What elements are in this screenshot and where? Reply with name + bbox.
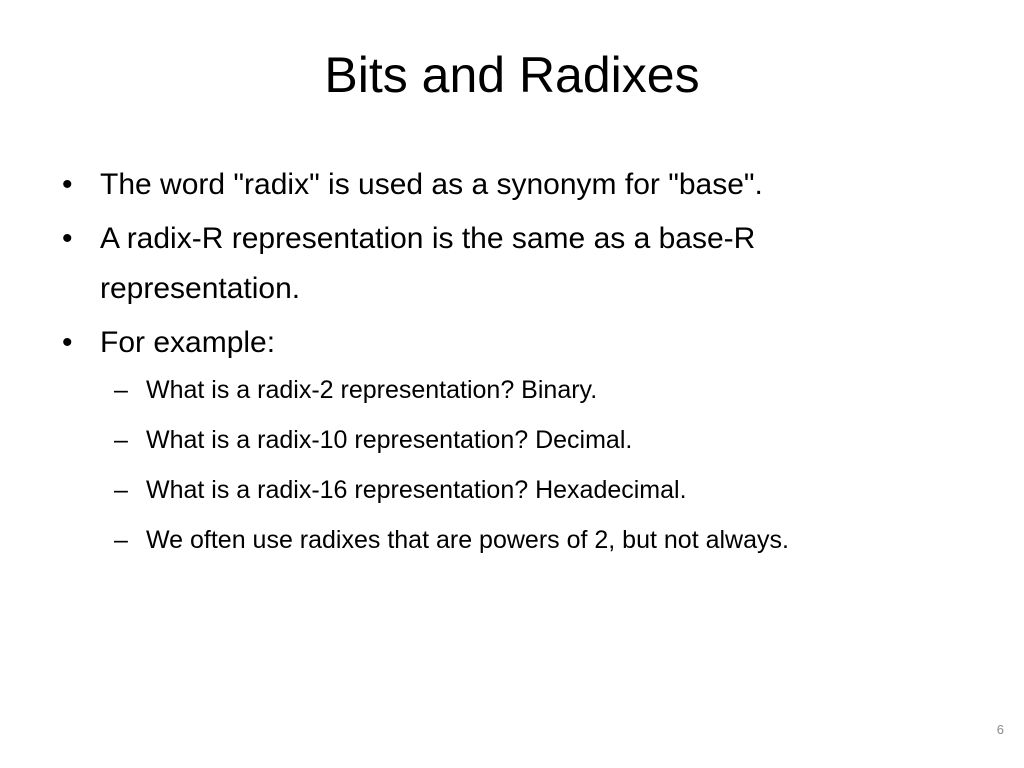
- slide-title: Bits and Radixes: [324, 47, 700, 103]
- bullet-marker: •: [62, 326, 73, 359]
- sub-bullet-marker: –: [114, 526, 128, 554]
- sub-bullet-text: We often use radixes that are powers of 2, but not always.: [146, 526, 789, 554]
- sub-bullet-text: What is a radix-16 representation? Hexadecimal.: [146, 476, 687, 504]
- sub-bullet-marker: –: [114, 476, 128, 504]
- sub-bullet-marker: –: [114, 426, 128, 454]
- sub-bullet-text: What is a radix-10 representation? Decimal.: [146, 426, 633, 454]
- sub-bullet-item: [58, 420, 958, 460]
- bullet-text: A radix-R representation is the same as a base-R representation.: [100, 222, 756, 305]
- bullet-marker: •: [62, 168, 73, 201]
- bullet-text: The word "radix" is used as a synonym for "base".: [100, 168, 763, 201]
- sub-bullet-item: [58, 470, 958, 510]
- bullet-item: [58, 160, 958, 210]
- bullet-item: [58, 214, 958, 314]
- sub-bullet-item: [58, 520, 958, 560]
- sub-bullet-list: [58, 370, 958, 560]
- bullet-text: For example:: [100, 326, 276, 359]
- slide-body: [58, 160, 958, 570]
- bullet-item: [58, 318, 958, 368]
- sub-bullet-item: [58, 370, 958, 410]
- page-number: 6: [996, 722, 1004, 737]
- sub-bullet-text: What is a radix-2 representation? Binary.: [146, 376, 598, 404]
- sub-bullet-marker: –: [114, 376, 128, 404]
- bullet-marker: •: [62, 222, 73, 255]
